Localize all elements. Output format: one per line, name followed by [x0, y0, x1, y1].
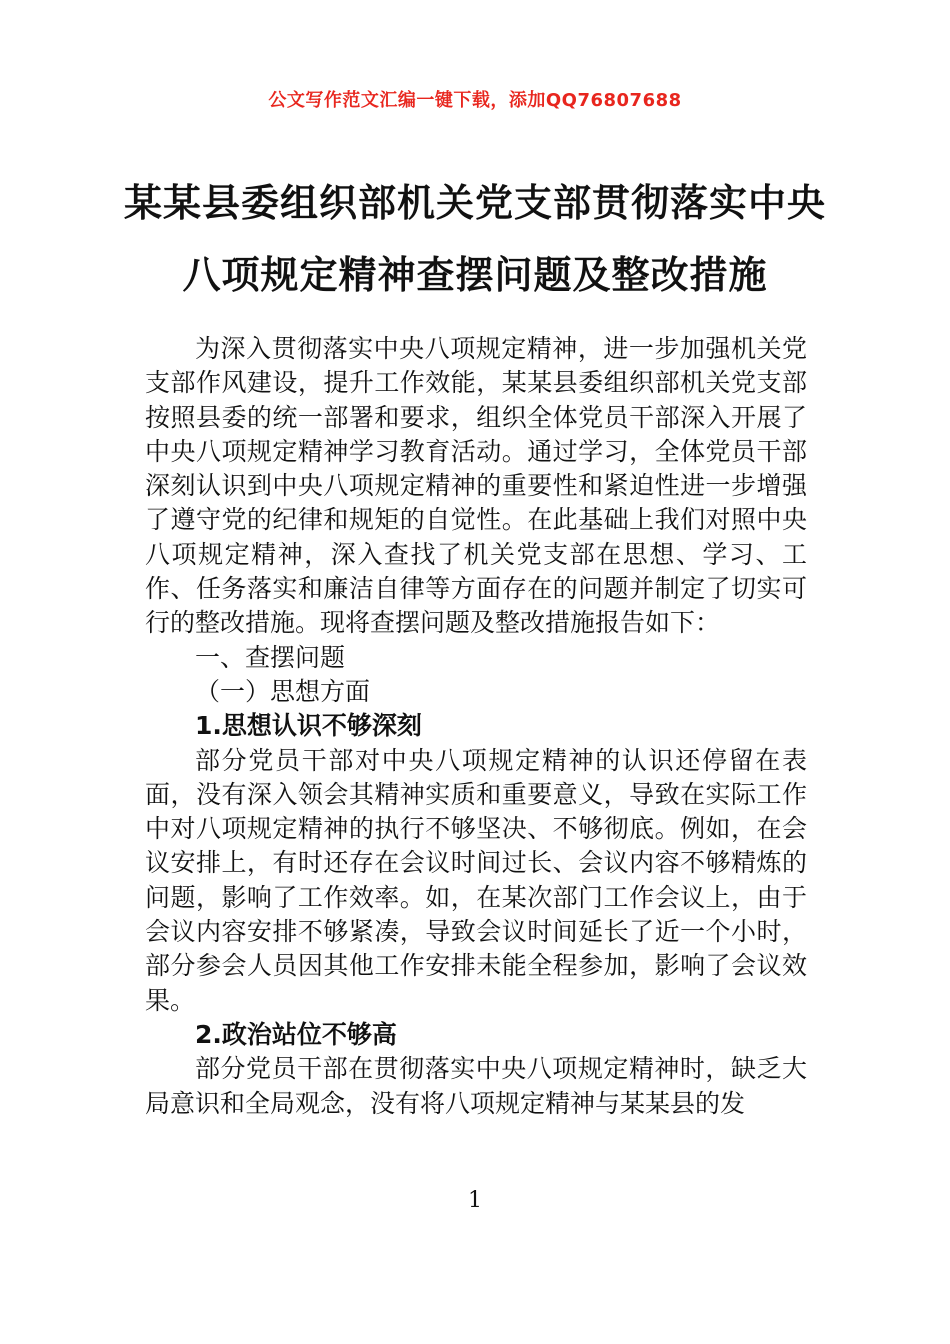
- document-title-line-1: 某某县委组织部机关党支部贯彻落实中央: [123, 181, 826, 225]
- document-title-line-2: 八项规定精神查摆问题及整改措施: [182, 253, 768, 297]
- document-body: [145, 332, 807, 1121]
- item-paragraph: 部分党员干部在贯彻落实中央八项规定精神时，缺乏大局意识和全局观念，没有将八项规定精神与某某县的发: [145, 1054, 807, 1118]
- section-heading: 一、查摆问题: [195, 642, 346, 672]
- intro-paragraph: 为深入贯彻落实中央八项规定精神，进一步加强机关党支部作风建设，提升工作效能，某某县委组织部机关党支部按照县委的统一部署和要求，组织全体党员干部深入开展了中央八项规定精神学习教育活动。通过学习，全体党员干部深刻认识到中央八项规定精神的重要性和紧迫性进一步增强了遵守党的纪律和规矩的自觉性。在此基础上我们对照中央八项规定精神，深入查找了机关党支部在思想、学习、工作、任务落实和廉洁自律等方面存在的问题并制定了切实可行的整改措施。现将查摆问题及整改措施报告如下：: [145, 334, 807, 638]
- item-heading: 2.政治站位不够高: [195, 1019, 397, 1049]
- watermark-banner: 公文写作范文汇编一键下载，添加QQ76807688: [268, 90, 682, 111]
- subsection-heading: （一）思想方面: [195, 676, 371, 706]
- item-heading: 1.思想认识不够深刻: [195, 711, 422, 741]
- item-paragraph: 部分党员干部对中央八项规定精神的认识还停留在表面，没有深入领会其精神实质和重要意义，导致在实际工作中对八项规定精神的执行不够坚决、不够彻底。例如，在会议安排上，有时还存在会议时间过长、会议内容不够精炼的问题，影响了工作效率。如，在某次部门工作会议上，由于会议内容安排不够紧凑，导致会议时间延长了近一个小时，部分参会人员因其他工作安排未能全程参加，影响了会议效果。: [145, 745, 807, 1015]
- page-number: 1: [468, 1188, 482, 1213]
